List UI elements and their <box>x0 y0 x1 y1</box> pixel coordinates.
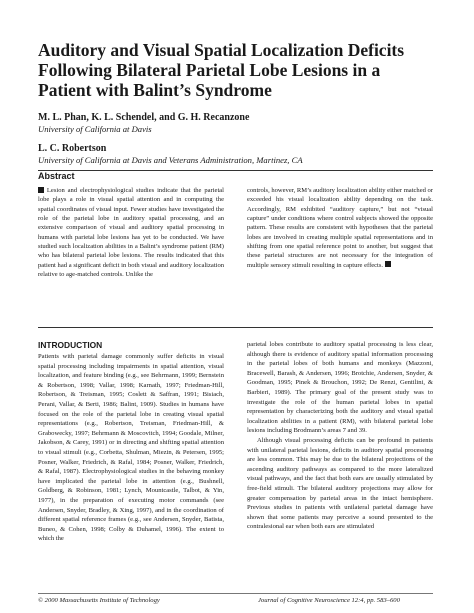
abstract-text-left: Lesion and electrophysiological studies indicate that the parietal lobe plays a role in visual spatial attention and in computing the spatial coordinates of visual input. Fewer studies have investigated the role of the parietal lobe in auditory spatial processing, and an extensive comparison of visual and auditory spatial processing in humans with parietal lobe lesions has yet to be conducted. We have studied such localization abilities in a Balint’s syndrome patient (RM) who has bilateral parietal lobe lesions. The results indicated that this patient had a significant deficit in both visual and auditory localization relative to age-matched controls. Unlike the <box>38 187 224 279</box>
intro-paragraph-1-continued: parietal lobes contribute to auditory spatial processing is less clear, although there is evidence of auditory spatial information processing in the parietal lobes of both humans and monkeys (Mazzoni, Bracewell, Barash, & Andersen, 1996; Brotchie, Andersen, Snyder, & Goodman, 1995; Pinek & Brouchon, 1992; De Renzi, Gentilini, & Barbieri, 1989). The primary goal of the present study was to investigate the role of the human parietal lobes in spatial representation by characterizing both the auditory and visual spatial localization abilities in a patient (RM), with bilateral parietal lobe lesions including Brodmann’s areas 7 and 39. <box>247 341 433 435</box>
affiliation-1: University of California at Davis <box>38 124 152 134</box>
abstract-column-right <box>247 186 433 318</box>
abstract-end-marker-icon <box>385 261 391 267</box>
copyright-notice: © 2000 Massachusetts Institute of Technology <box>38 597 160 604</box>
affiliation-2: University of California at Davis and Veterans Administration, Martinez, CA <box>38 155 303 165</box>
abstract-bottom-rule <box>38 327 433 328</box>
journal-citation: Journal of Cognitive Neuroscience 12:4, pp. 583–600 <box>258 597 400 604</box>
introduction-heading: INTRODUCTION <box>38 340 103 350</box>
abstract-heading: Abstract <box>38 171 75 181</box>
abstract-text-right: controls, however, RM’s auditory localization ability either matched or exceeded his visual localization ability depending on the task. Accordingly, RM exhibited “auditory capture,” but not “visual capture” under conditions where control subjects showed the opposite pattern. These results are consistent with hypotheses that the parietal lobes are involved in creating multiple spatial representations and in shifting from one spatial reference point to another, but suggest that these parietal structures are not necessary for the integration of multiple sensory stimuli resulting in capture effects. <box>247 187 433 269</box>
footer-rule <box>38 593 433 594</box>
article-title: Auditory and Visual Spatial Localization Deficits Following Bilateral Parietal Lobe Lesions in a Patient with Balint’s Syndrome <box>38 40 405 100</box>
abstract-column-left <box>38 186 224 318</box>
abstract-start-marker-icon <box>38 187 44 193</box>
body-column-right <box>247 340 433 588</box>
intro-paragraph-2: Although visual processing deficits can be profound in patients with unilateral parietal lesions, deficits in auditory spatial processing are less common. This may be due to the bilateral projections of the ascending auditory pathways as compared to the more lateralized visual pathways, and the fact that both ears are usually stimulated by free-field stimuli. The bilateral auditory projections may allow for greater compensation by parietal areas in the intact hemisphere. Previous studies in patients with unilateral parietal damage have shown that some patients may perceive a sound presented to the contralesional ear when both ears are stimulated <box>247 436 433 531</box>
author-list-1: M. L. Phan, K. L. Schendel, and G. H. Recanzone <box>38 112 250 123</box>
abstract-top-rule <box>38 170 433 171</box>
intro-paragraph-1: Patients with parietal damage commonly suffer deficits in visual spatial processing including impairments in spatial attention, visual localization, and feature binding (e.g., see Behrmann, 1999; Bernstein & Robertson, 1998; Vallar, 1998; Karnath, 1997; Friedman-Hill, Robertson, & Treisman, 1995; Coslett & Saffran, 1991; Bisiach, Perani, Vallar, & Berti, 1986; Balint, 1909). Studies in humans have focused on the role of the parietal lobe in creating visual spatial representations (e.g., Robertson, Treisman, Friedman-Hill, & Grabowecky, 1997; Behrmann & Moscovitch, 1994; Goodale, Milner, Jakobson, & Carey, 1991) or in directing and shifting spatial attention to visual stimuli (e.g., Corbetta, Shulman, Miezin, & Petersen, 1995; Posner, Walker, Friedrich, & Rafal, 1984; Posner, Walker, Friedrich, & Rafal, 1987). Electrophysiological studies in the behaving monkey have implicated the parietal lobe in attention (e.g., Bushnell, Goldberg, & Robinson, 1981; Lynch, Mountcastle, Talbot, & Yin, 1977), in the preparation of executing motor commands (see Andersen, Snyder, Bradley, & Xing, 1997), and in the coordination of different spatial reference frames (e.g., see Andersen, Snyder, Batista, Buneo, & Cohen, 1998; Colby & Duhamel, 1996). The extent to which the <box>38 353 224 543</box>
author-list-2: L. C. Robertson <box>38 143 107 154</box>
body-column-left <box>38 352 224 588</box>
